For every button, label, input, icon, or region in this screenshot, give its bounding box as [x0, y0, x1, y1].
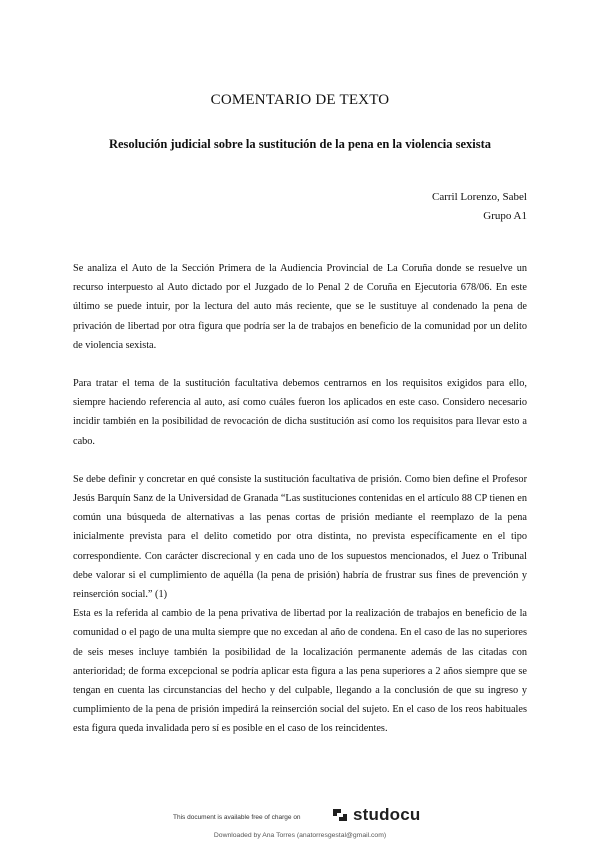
document-body: [73, 259, 527, 739]
studocu-logo-icon: [330, 805, 350, 825]
download-notice: Downloaded by Ana Torres (anatorresgestal@gmail.com): [213, 832, 387, 839]
document-title: COMENTARIO DE TEXTO: [210, 92, 390, 108]
author-name: Carril Lorenzo, Sabel: [432, 191, 527, 203]
document-subtitle: Resolución judicial sobre la sustitución de la pena en la violencia sexista: [108, 137, 492, 151]
paragraph: Esta es la referida al cambio de la pena privativa de libertad por la realización de trabajos en beneficio de la comunidad o el pago de una multa siempre que no excedan al año de condena. En el caso de las no superiores de seis meses incluye también la posibilidad de la localización permanente además de las citadas con anterioridad; de forma excepcional se podría aplicar esta figura a las pena superiores a 2 años siempre que se tengan en cuenta las circunstancias del hecho y del culpable, llegando a la conclusión de que su ingreso y cumplimiento de la pena de prisión impedirá la reinserción social del sujeto. En el caso de los reos habituales esta figura queda invalidada pero sí es posible en el caso de los reincidentes.: [73, 608, 527, 735]
studocu-logo-text: studocu: [353, 805, 421, 824]
paragraph: Se debe definir y concretar en qué consiste la sustitución facultativa de prisión. Como bien define el Profesor Jesús Barquín Sanz de la Universidad de Granada “Las sustituciones contenidas en el artículo 88 CP tienen en común una búsqueda de alternativas a las penas cortas de prisión mediante el reemplazo de la pena inicialmente prevista para el delito cometido por otra distinta, no prevista específicamente en el tipo correspondiente. Con carácter discrecional y en cada uno de los supuestos mencionados, el Juez o Tribunal debe valorar si el cumplimiento de aquélla (la pena de prisión) habría de frustrar sus fines de prevención y reinserción social.” (1): [73, 473, 527, 601]
paragraph: Para tratar el tema de la sustitución facultativa debemos centrarnos en los requisitos exigidos para ello, siempre haciendo referencia al auto, así como cuáles fueron los aplicados en este caso. Considero necesario incidir también en la posibilidad de revocación de dicha sustitución así como los requisitos para llevar esto a cabo.: [73, 378, 527, 447]
author-group: Grupo A1: [483, 210, 527, 222]
availability-notice: This document is available free of charge on: [173, 814, 301, 821]
paragraph: Se analiza el Auto de la Sección Primera de la Audiencia Provincial de La Coruña donde se resuelve un recurso interpuesto al Auto dictado por el Juzgado de lo Penal 2 de Coruña en Ejecutoria 678/06. En este último se puede intuir, por la lectura del auto más reciente, que se le sustituye al condenado la pena de privación de libertad por otra figura que podría ser la de trabajos en beneficio de la comunidad por un delito de violencia sexista.: [73, 263, 527, 351]
author-block: [432, 188, 527, 226]
studocu-logo[interactable]: [330, 805, 421, 825]
